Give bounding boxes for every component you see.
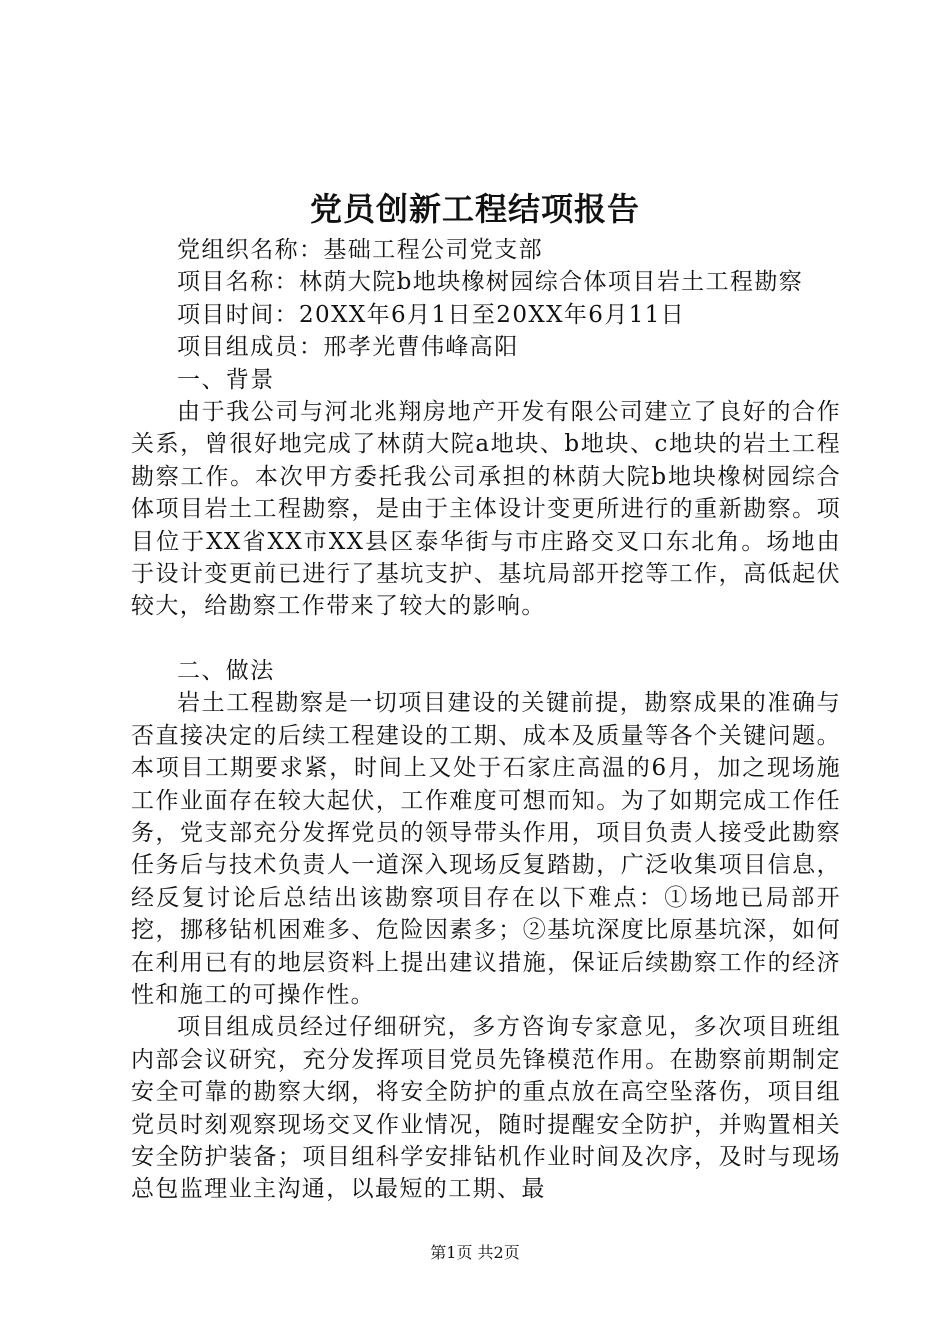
method-paragraph-1: 岩土工程勘察是一切项目建设的关键前提，勘察成果的准确与否直接决定的后续工程建设的工期、成本及质量等各个关键问题。本项目工期要求紧，时间上又处于石家庄高温的6月，加之现场施工作业面存在较大起伏，工作难度可想而知。为了如期完成工作任务，党支部充分发挥党员的领导带头作用，项目负责人接受此勘察任务后与技术负责人一道深入现场反复踏勘，广泛收集项目信息，经反复讨论后总结出该勘察项目存在以下难点：①场地已局部开挖，挪移钻机困难多、危险因素多；②基坑深度比原基坑深，如何在利用已有的地层资料上提出建议措施，保证后续勘察工作的经济性和施工的可操作性。 (131, 690, 841, 1008)
members-line: 项目组成员：邢孝光曹伟峰高阳 (177, 334, 519, 361)
background-paragraph: 由于我公司与河北兆翔房地产开发有限公司建立了良好的合作关系，曾很好地完成了林荫大院a地块、b地块、c地块的岩土工程勘察工作。本次甲方委托我公司承担的林荫大院b地块橡树园综合体项目岩土工程勘察，是由于主体设计变更所进行的重新勘察。项目位于XX省XX市XX县区泰华街与市庄路交叉口东北角。场地由于设计变更前已进行了基坑支护、基坑局部开挖等工作，高低起伏较大，给勘察工作带来了较大的影响。 (131, 399, 841, 620)
section-heading-background: 一、背景 (177, 366, 275, 393)
time-line: 项目时间：20XX年6月1日至20XX年6月11日 (177, 301, 686, 328)
section-heading-method: 二、做法 (177, 657, 275, 684)
org-line: 党组织名称：基础工程公司党支部 (177, 237, 543, 263)
method-paragraph-2: 项目组成员经过仔细研究，多方咨询专家意见，多次项目班组内部会议研究，充分发挥项目党员先锋模范作用。在勘察前期制定安全可靠的勘察大纲，将安全防护的重点放在高空坠落伤，项目组党员时刻观察现场交叉作业情况，随时提醒安全防护，并购置相关安全防护装备；项目组科学安排钻机作业时间及次序，及时与现场总包监理业主沟通，以最短的工期、最 (131, 1014, 841, 1203)
document-title: 党员创新工程结项报告 (309, 190, 640, 228)
page-footer: 第1页 共2页 (430, 1243, 520, 1262)
project-line: 项目名称：林荫大院b地块橡树园综合体项目岩土工程勘察 (177, 269, 804, 296)
document-body (131, 234, 841, 1206)
